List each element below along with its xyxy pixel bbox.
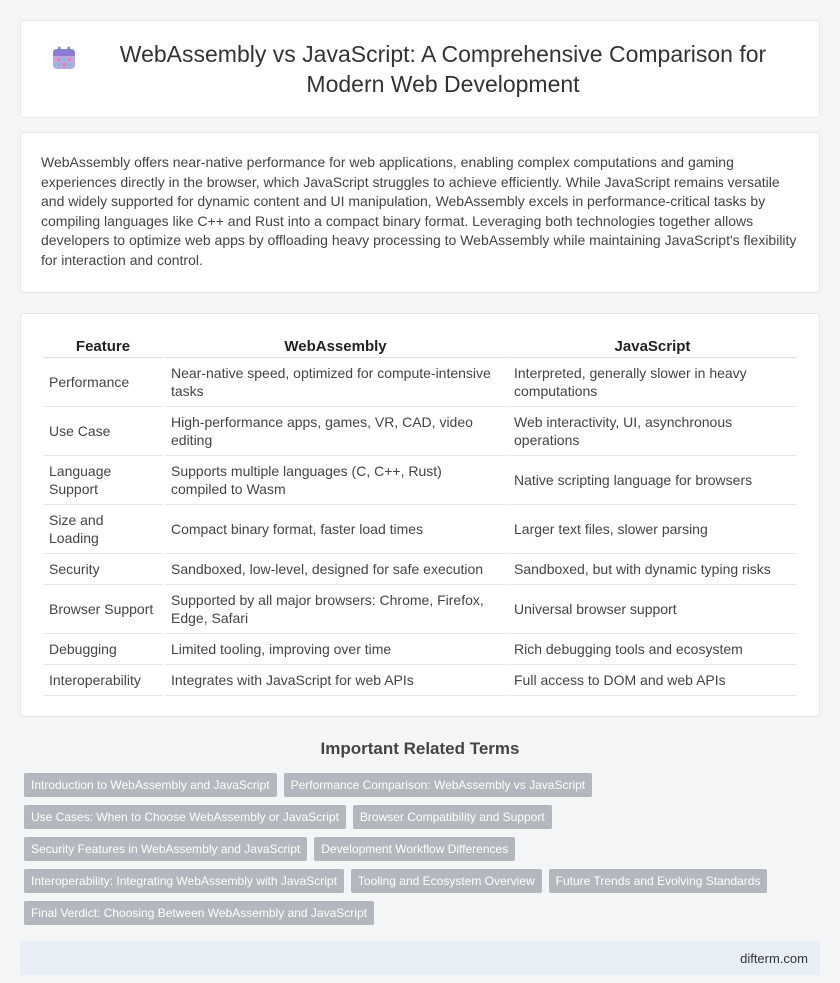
related-term-tag[interactable]: Interoperability: Integrating WebAssembly with JavaScript <box>24 869 344 893</box>
webassembly-cell: Supported by all major browsers: Chrome, Firefox, Edge, Safari <box>165 585 506 634</box>
webassembly-cell: Limited tooling, improving over time <box>165 634 506 665</box>
javascript-cell: Native scripting language for browsers <box>508 456 797 505</box>
javascript-cell: Universal browser support <box>508 585 797 634</box>
webassembly-cell: Near-native speed, optimized for compute-intensive tasks <box>165 358 506 407</box>
webassembly-cell: Sandboxed, low-level, designed for safe execution <box>165 554 506 585</box>
javascript-cell: Larger text files, slower parsing <box>508 505 797 554</box>
related-term-tag[interactable]: Tooling and Ecosystem Overview <box>351 869 542 893</box>
related-term-tag[interactable]: Future Trends and Evolving Standards <box>549 869 768 893</box>
table-row <box>43 505 797 554</box>
feature-cell: Browser Support <box>43 585 163 634</box>
javascript-cell: Full access to DOM and web APIs <box>508 665 797 696</box>
related-term-tag[interactable]: Final Verdict: Choosing Between WebAssembly and JavaScript <box>24 901 374 925</box>
footer-site-link[interactable]: difterm.com <box>740 950 808 966</box>
table-row <box>43 665 797 696</box>
javascript-cell: Interpreted, generally slower in heavy computations <box>508 358 797 407</box>
page-title: WebAssembly vs JavaScript: A Comprehensive Comparison for Modern Web Development <box>119 41 767 97</box>
feature-cell: Performance <box>43 358 163 407</box>
related-term-tag[interactable]: Introduction to WebAssembly and JavaScript <box>24 773 277 797</box>
title-card <box>20 20 820 118</box>
javascript-cell: Rich debugging tools and ecosystem <box>508 634 797 665</box>
feature-cell: Debugging <box>43 634 163 665</box>
related-term-tag[interactable]: Browser Compatibility and Support <box>353 805 552 829</box>
table-row <box>43 554 797 585</box>
calendar-grid-icon <box>51 45 77 71</box>
webassembly-cell: Compact binary format, faster load times <box>165 505 506 554</box>
javascript-cell: Web interactivity, UI, asynchronous operations <box>508 407 797 456</box>
table-row <box>43 585 797 634</box>
comparison-table-card <box>20 313 820 717</box>
table-row <box>43 358 797 407</box>
feature-cell: Security <box>43 554 163 585</box>
table-row <box>43 456 797 505</box>
related-term-tag[interactable]: Use Cases: When to Choose WebAssembly or JavaScript <box>24 805 346 829</box>
related-terms-list <box>20 773 820 925</box>
webassembly-cell: High-performance apps, games, VR, CAD, video editing <box>165 407 506 456</box>
title-wrap <box>51 39 789 99</box>
footer <box>20 941 820 975</box>
intro-paragraph: WebAssembly offers near-native performance for web applications, enabling complex computations and gaming experiences directly in the browser, which JavaScript struggles to achieve efficiently. While JavaScript remains versatile and widely supported for dynamic content and UI manipulation, WebAssembly excels in performance-critical tasks by compiling languages like C++ and Rust into a compact binary format. Leveraging both technologies together allows developers to optimize web apps by offloading heavy processing to WebAssembly while maintaining JavaScript's flexibility for interaction and control. <box>41 154 797 268</box>
feature-cell: Language Support <box>43 456 163 505</box>
header-feature: Feature <box>43 334 163 358</box>
feature-cell: Use Case <box>43 407 163 456</box>
feature-cell: Size and Loading <box>43 505 163 554</box>
header-javascript: JavaScript <box>508 334 797 358</box>
related-term-tag[interactable]: Security Features in WebAssembly and JavaScript <box>24 837 307 861</box>
table-row <box>43 407 797 456</box>
table-header-row <box>43 334 797 358</box>
comparison-table <box>41 334 799 696</box>
webassembly-cell: Integrates with JavaScript for web APIs <box>165 665 506 696</box>
javascript-cell: Sandboxed, but with dynamic typing risks <box>508 554 797 585</box>
table-row <box>43 634 797 665</box>
header-webassembly: WebAssembly <box>165 334 506 358</box>
webassembly-cell: Supports multiple languages (C, C++, Rust) compiled to Wasm <box>165 456 506 505</box>
related-term-tag[interactable]: Performance Comparison: WebAssembly vs JavaScript <box>284 773 593 797</box>
intro-card <box>20 132 820 293</box>
related-terms-title: Important Related Terms <box>320 739 520 758</box>
feature-cell: Interoperability <box>43 665 163 696</box>
related-term-tag[interactable]: Development Workflow Differences <box>314 837 515 861</box>
